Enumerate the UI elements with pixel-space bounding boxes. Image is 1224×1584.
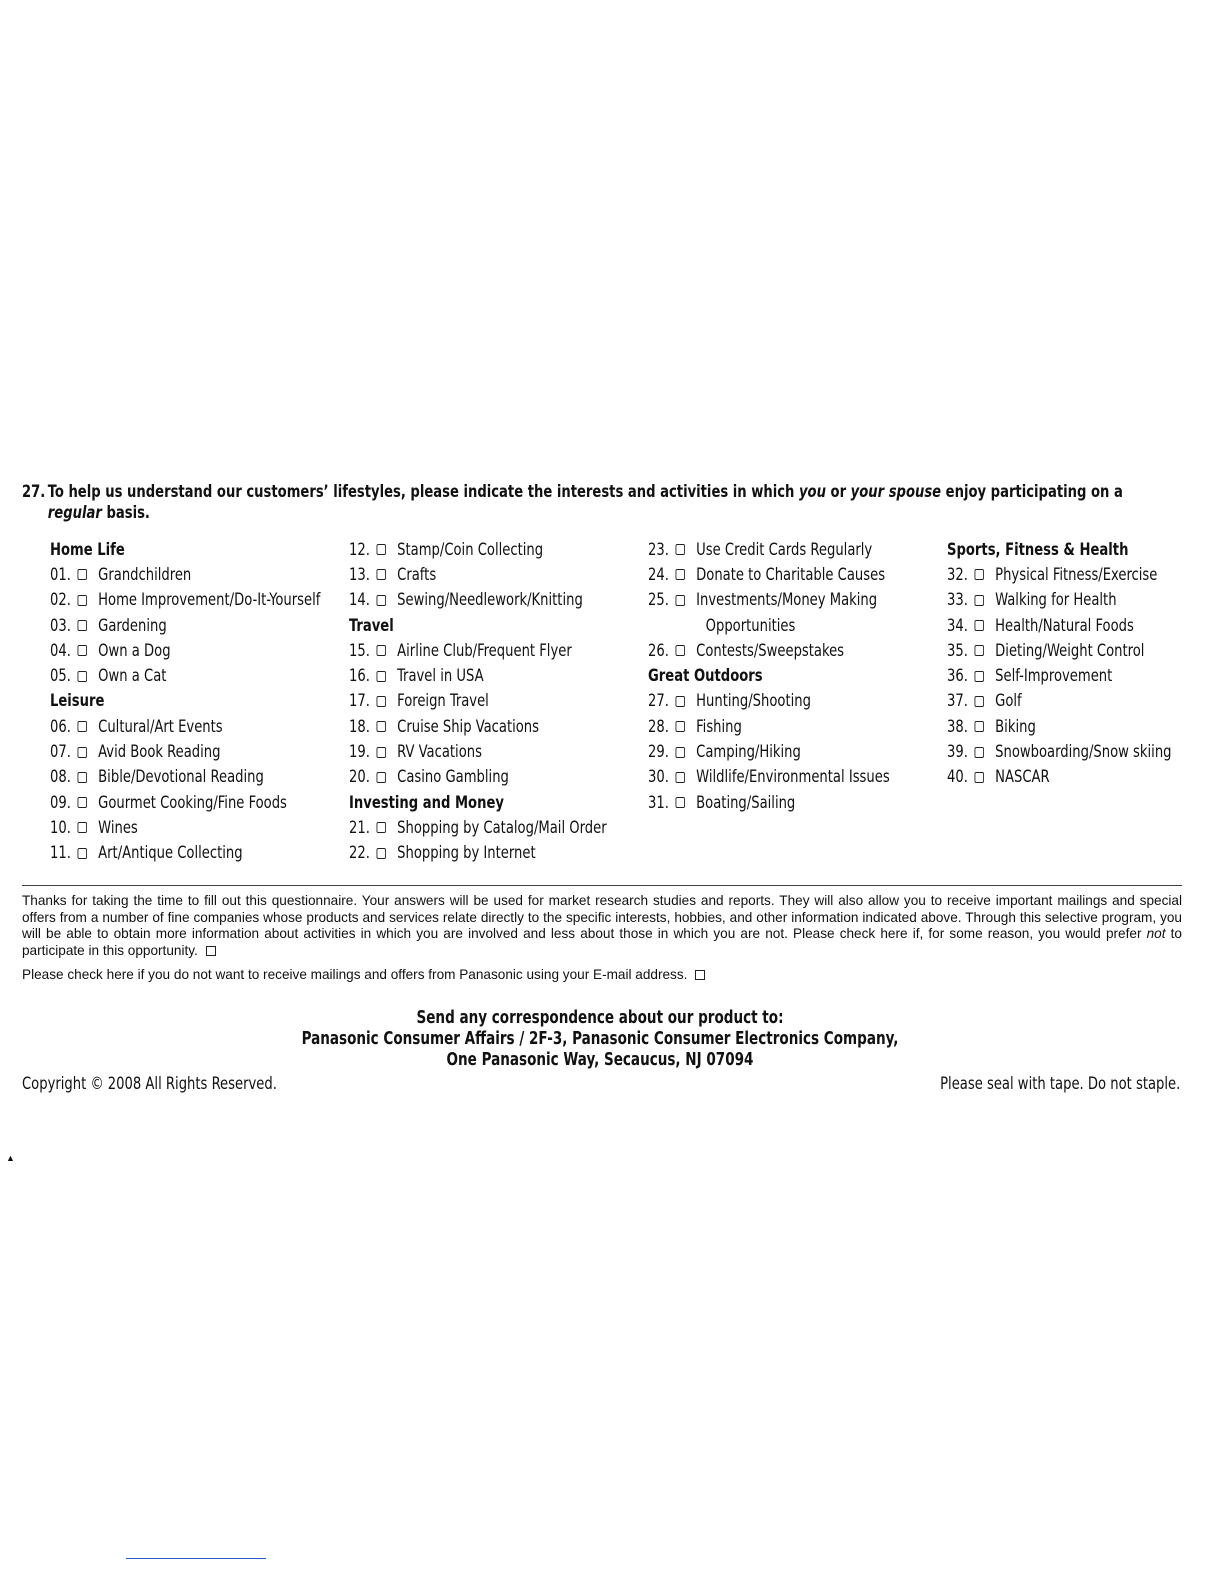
interest-checkbox[interactable] xyxy=(676,645,685,656)
interest-label: Travel in USA xyxy=(397,666,484,687)
interest-number: 29. xyxy=(648,742,669,763)
interest-number: 30. xyxy=(648,767,669,788)
interest-label: Stamp/Coin Collecting xyxy=(397,539,544,560)
interest-checkbox[interactable] xyxy=(676,721,685,732)
interest-checkbox[interactable] xyxy=(78,848,87,859)
email-optout-text: Please check here if you do not want to receive mailings and offers from Panasonic using your E-mail address. xyxy=(22,967,688,982)
interest-checkbox[interactable] xyxy=(78,721,87,732)
thanks-paragraph xyxy=(22,893,1182,959)
interest-checkbox[interactable] xyxy=(975,620,984,631)
interest-number: 27. xyxy=(648,691,669,712)
correspondence-block xyxy=(0,1008,1200,1071)
interest-checkbox[interactable] xyxy=(377,569,386,580)
interest-label: Grandchildren xyxy=(98,564,192,585)
interest-number: 33. xyxy=(947,590,968,611)
interest-checkbox[interactable] xyxy=(78,595,87,606)
interest-label: Wildlife/Environmental Issues xyxy=(696,767,890,788)
interest-number: 06. xyxy=(50,716,71,737)
interest-number: 04. xyxy=(50,640,71,661)
interest-label: Airline Club/Frequent Flyer xyxy=(397,640,572,661)
interest-checkbox[interactable] xyxy=(676,696,685,707)
interest-number: 01. xyxy=(50,564,71,585)
interest-item xyxy=(349,815,649,840)
interest-checkbox[interactable] xyxy=(975,645,984,656)
interest-number: 13. xyxy=(349,564,370,585)
interest-number: 25. xyxy=(648,590,669,611)
triangle-marker-icon: ▲ xyxy=(6,1153,15,1163)
interest-checkbox[interactable] xyxy=(78,569,87,580)
interest-label-continuation: Opportunities xyxy=(705,615,796,636)
category-header xyxy=(648,663,948,688)
interest-item xyxy=(947,739,1224,764)
interest-item xyxy=(648,739,948,764)
interest-item xyxy=(349,841,649,866)
interest-label: Shopping by Internet xyxy=(397,843,536,864)
category-header-label: Travel xyxy=(349,615,394,636)
category-header xyxy=(349,790,649,815)
divider xyxy=(22,885,1182,886)
interest-label: Avid Book Reading xyxy=(98,742,221,763)
interest-item xyxy=(349,663,649,688)
interest-item xyxy=(648,714,948,739)
interest-checkbox[interactable] xyxy=(975,721,984,732)
interest-checkbox[interactable] xyxy=(377,822,386,833)
interest-checkbox[interactable] xyxy=(78,797,87,808)
interest-item xyxy=(50,815,350,840)
interest-number: 03. xyxy=(50,615,71,636)
interest-label-continued xyxy=(648,613,948,638)
interest-number: 22. xyxy=(349,843,370,864)
interest-label: Art/Antique Collecting xyxy=(98,843,243,864)
interest-label: Foreign Travel xyxy=(397,691,489,712)
interest-item xyxy=(648,638,948,663)
interest-checkbox[interactable] xyxy=(377,645,386,656)
question-basis: basis. xyxy=(101,503,150,523)
interest-label: Home Improvement/Do-It-Yourself xyxy=(98,590,321,611)
interest-checkbox[interactable] xyxy=(78,620,87,631)
interest-item xyxy=(50,562,350,587)
interest-item xyxy=(648,689,948,714)
interest-checkbox[interactable] xyxy=(377,772,386,783)
interest-number: 39. xyxy=(947,742,968,763)
interest-number: 15. xyxy=(349,640,370,661)
interest-label: Cruise Ship Vacations xyxy=(397,716,540,737)
interest-label: Shopping by Catalog/Mail Order xyxy=(397,817,607,838)
interest-number: 02. xyxy=(50,590,71,611)
interest-label: Investments/Money Making xyxy=(696,590,878,611)
question-regular: regular xyxy=(47,503,102,523)
question-or: or xyxy=(825,482,851,502)
interest-label: Gardening xyxy=(98,615,167,636)
interest-item xyxy=(349,638,649,663)
interest-item xyxy=(349,689,649,714)
interest-number: 11. xyxy=(50,843,71,864)
interest-checkbox[interactable] xyxy=(975,696,984,707)
correspondence-line-2: Panasonic Consumer Affairs / 2F-3, Panasonic Consumer Electronics Company, xyxy=(301,1029,899,1049)
interest-number: 35. xyxy=(947,640,968,661)
interest-number: 23. xyxy=(648,539,669,560)
interest-number: 18. xyxy=(349,716,370,737)
interest-label: Biking xyxy=(995,716,1036,737)
question-you: you xyxy=(798,482,826,502)
interest-checkbox[interactable] xyxy=(377,544,386,555)
interest-label: Contests/Sweepstakes xyxy=(696,640,845,661)
interest-label: Boating/Sailing xyxy=(696,792,796,813)
interest-checkbox[interactable] xyxy=(377,848,386,859)
interest-number: 36. xyxy=(947,666,968,687)
interest-checkbox[interactable] xyxy=(676,747,685,758)
interest-number: 38. xyxy=(947,716,968,737)
interest-checkbox[interactable] xyxy=(975,569,984,580)
interest-checkbox[interactable] xyxy=(676,544,685,555)
seal-instruction: Please seal with tape. Do not staple. xyxy=(939,1074,1180,1094)
interest-item xyxy=(947,689,1224,714)
interest-label: Crafts xyxy=(397,564,437,585)
interest-checkbox[interactable] xyxy=(78,671,87,682)
interest-item xyxy=(947,613,1224,638)
interest-number: 32. xyxy=(947,564,968,585)
category-header-label: Great Outdoors xyxy=(648,666,763,687)
interest-number: 05. xyxy=(50,666,71,687)
interest-checkbox[interactable] xyxy=(78,772,87,783)
category-header-label: Home Life xyxy=(50,539,125,560)
interest-item xyxy=(648,537,948,562)
interest-item xyxy=(648,562,948,587)
interest-checkbox[interactable] xyxy=(78,822,87,833)
interest-checkbox[interactable] xyxy=(377,595,386,606)
interest-label: Golf xyxy=(995,691,1022,712)
interest-label: Bible/Devotional Reading xyxy=(98,767,264,788)
interest-number: 08. xyxy=(50,767,71,788)
category-header xyxy=(50,689,350,714)
interest-item xyxy=(50,841,350,866)
interest-item xyxy=(648,765,948,790)
interest-label: NASCAR xyxy=(995,767,1050,788)
question-your-spouse: your spouse xyxy=(850,482,942,502)
interest-item xyxy=(50,739,350,764)
interest-item xyxy=(349,765,649,790)
interest-column-2 xyxy=(349,537,649,866)
interest-checkbox[interactable] xyxy=(676,595,685,606)
interest-number: 21. xyxy=(349,817,370,838)
interest-label: Gourmet Cooking/Fine Foods xyxy=(98,792,287,813)
interest-checkbox[interactable] xyxy=(377,747,386,758)
interest-item xyxy=(50,588,350,613)
interest-number: 37. xyxy=(947,691,968,712)
interest-number: 28. xyxy=(648,716,669,737)
interest-checkbox[interactable] xyxy=(676,797,685,808)
interest-label: Own a Cat xyxy=(98,666,167,687)
interest-checkbox[interactable] xyxy=(377,721,386,732)
interest-item xyxy=(947,638,1224,663)
interest-label: Dieting/Weight Control xyxy=(995,640,1145,661)
interest-item xyxy=(947,714,1224,739)
interest-item xyxy=(50,638,350,663)
interest-label: Cultural/Art Events xyxy=(98,716,223,737)
interest-number: 10. xyxy=(50,817,71,838)
interest-item xyxy=(349,739,649,764)
email-optout-checkbox[interactable] xyxy=(695,970,705,980)
correspondence-line-1: Send any correspondence about our product to: xyxy=(416,1008,784,1028)
interest-number: 24. xyxy=(648,564,669,585)
interest-label: RV Vacations xyxy=(397,742,482,763)
interest-number: 26. xyxy=(648,640,669,661)
question-text-1: To help us understand our customers’ lifestyles, please indicate the interests and activities in which xyxy=(47,482,799,502)
interest-label: Casino Gambling xyxy=(397,767,509,788)
interest-number: 17. xyxy=(349,691,370,712)
interest-item xyxy=(648,790,948,815)
category-header xyxy=(349,613,649,638)
interest-number: 31. xyxy=(648,792,669,813)
category-header xyxy=(947,537,1224,562)
interest-checkbox[interactable] xyxy=(377,671,386,682)
interest-number: 34. xyxy=(947,615,968,636)
category-header xyxy=(50,537,350,562)
copyright: Copyright © 2008 All Rights Reserved. xyxy=(22,1074,277,1094)
interest-label: Own a Dog xyxy=(98,640,171,661)
interest-label: Snowboarding/Snow skiing xyxy=(995,742,1172,763)
interest-number: 12. xyxy=(349,539,370,560)
interest-label: Wines xyxy=(98,817,138,838)
interest-checkbox[interactable] xyxy=(78,645,87,656)
interest-number: 09. xyxy=(50,792,71,813)
correspondence-line-3: One Panasonic Way, Secaucus, NJ 07094 xyxy=(446,1050,754,1070)
interest-checkbox[interactable] xyxy=(78,747,87,758)
email-optout-line xyxy=(22,967,705,982)
interest-checkbox[interactable] xyxy=(975,595,984,606)
interest-item xyxy=(349,562,649,587)
interest-label: Hunting/Shooting xyxy=(696,691,811,712)
interest-item xyxy=(50,765,350,790)
thanks-text-1: Thanks for taking the time to fill out this questionnaire. Your answers will be used for market research studies and reports. They will also allow you to receive important mailings and special offers from a number of fine companies whose products and services relate directly to the specific interests, hobbies, and other information indicated above. Through this selective program, you will be able to obtain more information about activities in which you are involved and less about those in which you are not. Please check here if, for some reason, you would prefer xyxy=(22,893,1182,941)
interest-label: Camping/Hiking xyxy=(696,742,801,763)
interest-number: 40. xyxy=(947,767,968,788)
interest-column-1 xyxy=(50,537,350,866)
interest-item xyxy=(349,714,649,739)
interest-item xyxy=(50,663,350,688)
interest-item xyxy=(947,765,1224,790)
interest-item xyxy=(50,613,350,638)
interest-column-3 xyxy=(648,537,948,815)
interest-item xyxy=(50,790,350,815)
interest-number: 19. xyxy=(349,742,370,763)
interest-item xyxy=(947,562,1224,587)
interest-label: Donate to Charitable Causes xyxy=(696,564,886,585)
interest-checkbox[interactable] xyxy=(975,671,984,682)
link-underline xyxy=(126,1558,266,1559)
interest-checkbox[interactable] xyxy=(676,772,685,783)
interest-item xyxy=(349,588,649,613)
interest-label: Health/Natural Foods xyxy=(995,615,1134,636)
question-text-2: enjoy participating on a xyxy=(941,482,1123,502)
interest-number: 16. xyxy=(349,666,370,687)
interest-label: Fishing xyxy=(696,716,742,737)
interest-label: Physical Fitness/Exercise xyxy=(995,564,1158,585)
interest-item xyxy=(50,714,350,739)
interest-checkbox[interactable] xyxy=(676,569,685,580)
interest-item xyxy=(648,588,948,613)
category-header-label: Investing and Money xyxy=(349,792,504,813)
interest-item xyxy=(947,588,1224,613)
interest-number: 14. xyxy=(349,590,370,611)
question-number: 27. xyxy=(22,482,46,502)
interest-number: 20. xyxy=(349,767,370,788)
interest-number: 07. xyxy=(50,742,71,763)
thanks-text-2: to participate in this opportunity. xyxy=(22,926,1182,958)
interest-checkbox[interactable] xyxy=(975,772,984,783)
question-27 xyxy=(22,482,1123,524)
interest-item xyxy=(349,537,649,562)
interest-item xyxy=(947,663,1224,688)
interest-checkbox[interactable] xyxy=(975,747,984,758)
category-header-label: Sports, Fitness & Health xyxy=(947,539,1129,560)
interest-label: Use Credit Cards Regularly xyxy=(696,539,873,560)
thanks-not: not xyxy=(1146,926,1166,941)
optout-checkbox[interactable] xyxy=(206,946,216,956)
interest-label: Self-Improvement xyxy=(995,666,1113,687)
interest-column-4 xyxy=(947,537,1224,790)
interest-label: Sewing/Needlework/Knitting xyxy=(397,590,583,611)
interest-checkbox[interactable] xyxy=(377,696,386,707)
category-header-label: Leisure xyxy=(50,691,105,712)
interest-label: Walking for Health xyxy=(995,590,1117,611)
